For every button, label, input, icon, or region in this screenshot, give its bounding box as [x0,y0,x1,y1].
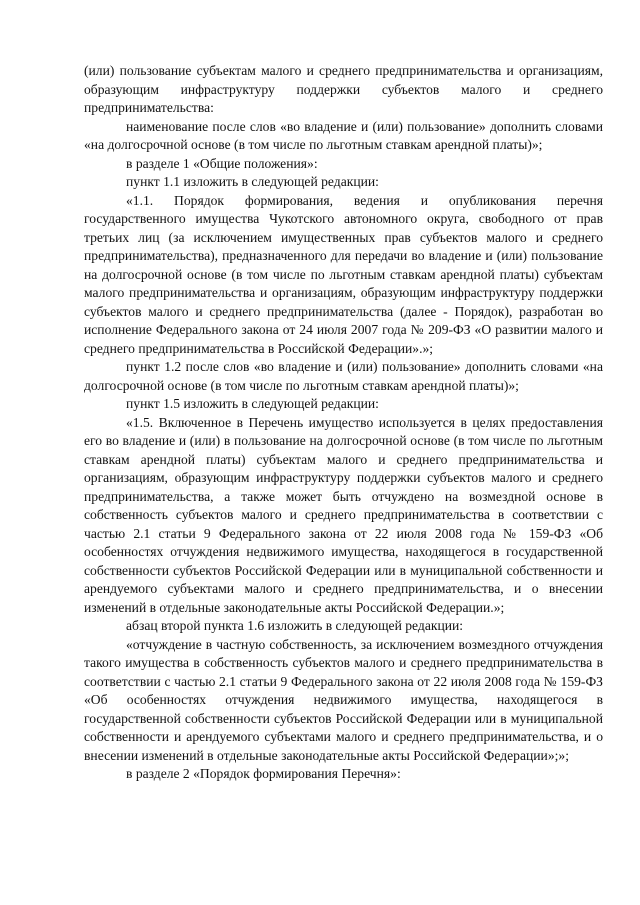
paragraph-9: абзац второй пункта 1.6 изложить в следующей редакции: [126,618,464,633]
paragraph-7: пункт 1.5 изложить в следующей редакции: [126,396,379,411]
paragraph-5: «1.1. Порядок формирования, ведения и опубликования перечня государственного имущества Чукотского автономного округа, свободного от прав третьих лиц (за исключением имущественных прав субъектов малого и среднего предпринимательства), предназначенного для передачи во владение и (или) пользование на долгосрочной основе (в том числе по льготным ставкам арендной платы) субъектам малого предпринимательства и организациям, образующим инфраструктуру поддержки субъектов малого и среднего предпринимательства (далее - Порядок), разработан во исполнение Федерального закона от 24 июля 2007 года № 209-ФЗ «О развитии малого и среднего предпринимательства в Российской Федерации».»; [84,192,603,356]
paragraph-1: (или) пользование субъектам малого и среднего предпринимательства и организациям, образующим инфраструктуру поддержки субъектов малого и среднего предпринимательства: [84,63,603,115]
paragraph-11: в разделе 2 «Порядок формирования Перечня»: [126,766,401,781]
paragraph-10: «отчуждение в частную собственность, за исключением возмездного отчуждения такого имущества в собственность субъектов малого и среднего предпринимательства в соответствии с частью 2.1 статьи 9 Федерального закона от 22 июля 2008 года № 159-ФЗ «Об особенностях отчуждения недвижимого имущества, находящегося в государственной собственности субъектов Российской Федерации или в муниципальной собственности и арендуемого субъектами малого и среднего предпринимательства, и о внесении изменений в отдельные законодательные акты Российской Федерации»;»; [84,636,603,763]
paragraph-2: наименование после слов «во владение и (или) пользование» дополнить словами «на долгосрочной основе (в том числе по льготным ставкам арендной платы)»; [84,118,603,152]
document-page [84,62,603,784]
paragraph-4: пункт 1.1 изложить в следующей редакции: [126,174,379,189]
paragraph-6: пункт 1.2 после слов «во владение и (или) пользование» дополнить словами «на долгосрочной основе (в том числе по льготным ставкам арендной платы)»; [84,359,603,393]
paragraph-8: «1.5. Включенное в Перечень имущество используется в целях предоставления его во владение и (или) в пользование на долгосрочной основе (в том числе по льготным ставкам арендной платы) субъектам малого и среднего предпринимательства и организациям, образующим инфраструктуру поддержки субъектов малого и среднего предпринимательства, а также может быть отчуждено на возмездной основе в собственность субъектов малого и среднего предпринимательства в соответствии с частью 2.1 статьи 9 Федерального закона от 22 июля 2008 года № 159-ФЗ «Об особенностях отчуждения недвижимого имущества, находящегося в государственной собственности субъектов Российской Федерации или в муниципальной собственности и арендуемого субъектами малого и среднего предпринимательства, и о внесении изменений в отдельные законодательные акты Российской Федерации.»; [84,414,603,615]
paragraph-3: в разделе 1 «Общие положения»: [126,155,318,171]
